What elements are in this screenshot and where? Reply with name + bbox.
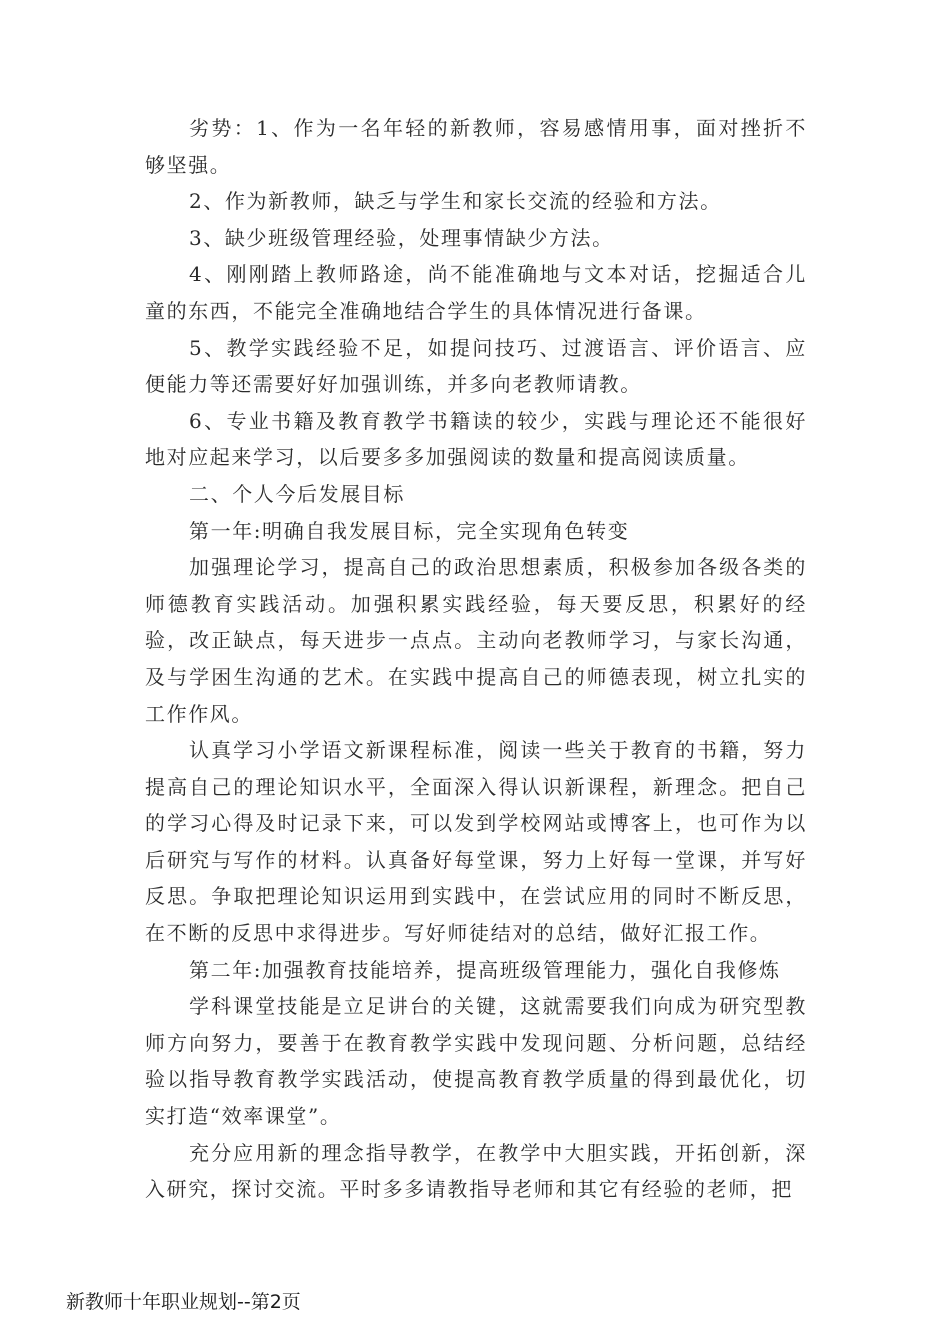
paragraph-weakness-3: 3、缺少班级管理经验，处理事情缺少方法。 bbox=[189, 225, 614, 250]
paragraph-weakness-4: 4、刚刚踏上教师路途，尚不能准确地与文本对话，挖掘适合儿童的东西，不能完全准确地结合学生的具体情况进行备课。 bbox=[145, 262, 807, 323]
paragraph-year-two-skills: 学科课堂技能是立足讲台的关键，这就需要我们向成为研究型教师方向努力，要善于在教育教学实践中发现问题、分析问题，总结经验以指导教育教学实践活动，使提高教育教学质量的得到最优化，切实打造“效率课堂”。 bbox=[145, 994, 807, 1129]
paragraph-weakness-6: 6、专业书籍及教育教学书籍读的较少，实践与理论还不能很好地对应起来学习，以后要多多加强阅读的数量和提高阅读质量。 bbox=[145, 408, 807, 470]
paragraph-weakness-2: 2、作为新教师，缺乏与学生和家长交流的经验和方法。 bbox=[189, 189, 722, 214]
paragraph-year-two-practice: 充分应用新的理念指导教学，在教学中大胆实践，开拓创新，深入研究，探讨交流。平时多多请教指导老师和其它有经验的老师，把 bbox=[145, 1140, 807, 1202]
paragraph-year-one-curriculum: 认真学习小学语文新课程标准，阅读一些关于教育的书籍，努力提高自己的理论知识水平，全面深入得认识新课程，新理念。把自己的学习心得及时记录下来，可以发到学校网站或博客上，也可作为以后研究与写作的材料。认真备好每堂课，努力上好每一堂课，并写好反思。争取把理论知识运用到实践中，在尝试应用的同时不断反思，在不断的反思中求得进步。写好师徒结对的总结，做好汇报工作。 bbox=[145, 738, 807, 946]
paragraph-year-one-theory: 加强理论学习，提高自己的政治思想素质，积极参加各级各类的师德教育实践活动。加强积累实践经验，每天要反思，积累好的经验，改正缺点，每天进步一点点。主动向老教师学习，与家长沟通，及与学困生沟通的艺术。在实践中提高自己的师德表现，树立扎实的工作作风。 bbox=[145, 555, 807, 726]
subheading-year-one: 第一年:明确自我发展目标，完全实现角色转变 bbox=[189, 518, 630, 543]
page-footer: 新教师十年职业规划--第2页 bbox=[66, 1291, 301, 1313]
paragraph-weakness-1: 劣势：1、作为一名年轻的新教师，容易感情用事，面对挫折不够坚强。 bbox=[145, 116, 807, 177]
subheading-year-two: 第二年:加强教育技能培养，提高班级管理能力，强化自我修炼 bbox=[189, 957, 781, 982]
section-heading-goals: 二、个人今后发展目标 bbox=[189, 481, 405, 506]
paragraph-weakness-5: 5、教学实践经验不足，如提问技巧、过渡语言、评价语言、应便能力等还需要好好加强训练，并多向老教师请教。 bbox=[145, 335, 807, 397]
document-body bbox=[145, 110, 807, 1208]
